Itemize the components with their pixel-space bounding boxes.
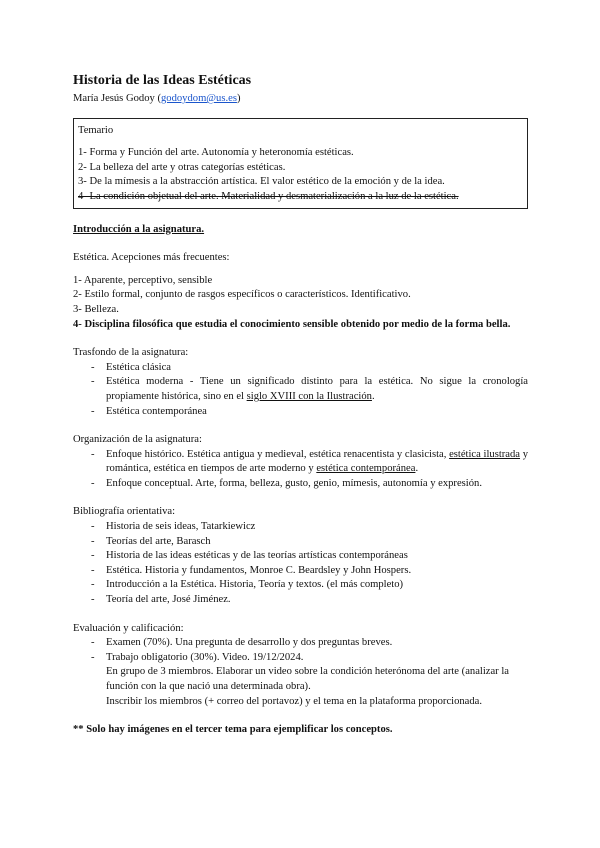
- images-note: ** Solo hay imágenes en el tercer tema para ejemplificar los conceptos.: [73, 724, 393, 736]
- acepcion-item: 2- Estilo formal, conjunto de rasgos específicos o característicos. Identificativo.: [73, 289, 411, 301]
- evaluacion-list: [73, 636, 528, 665]
- list-item: - Estética. Historia y fundamentos, Monroe C. Beardsley y John Hospers.: [73, 564, 528, 579]
- author-email-link[interactable]: godoydom@us.es: [160, 93, 237, 104]
- temario-label: Temario: [78, 124, 114, 136]
- author-line: María Jesús Godoy (godoydom@us.es): [73, 93, 241, 104]
- list-item: - Estética contemporánea: [73, 405, 528, 420]
- trasfondo-label: Trasfondo de la asignatura:: [73, 347, 189, 359]
- acepcion-item-bold: 4- Disciplina filosófica que estudia el conocimiento sensible obtenido por medio de la forma bella.: [73, 318, 511, 330]
- list-item: - Estética clásica: [73, 361, 528, 376]
- document-title: Historia de las Ideas Estéticas: [73, 73, 252, 88]
- temario-item: 1- Forma y Función del arte. Autonomía y heteronomía estéticas.: [78, 147, 354, 159]
- list-item: - Trabajo obligatorio (30%). Video. 19/12/2024.: [73, 651, 528, 666]
- temario-item: 3- De la mímesis a la abstracción artística. El valor estético de la emoción y de la idea.: [78, 176, 445, 188]
- author-name: María Jesús Godoy (: [73, 93, 161, 104]
- temario-box: [73, 118, 528, 209]
- list-item: - Teorías del arte, Barasch: [73, 535, 528, 550]
- acepcion-item: 3- Belleza.: [73, 303, 119, 315]
- list-item: - Historia de seis ideas, Tatarkiewicz: [73, 520, 528, 535]
- list-item: - Introducción a la Estética. Historia, Teoría y textos. (el más completo): [73, 578, 528, 593]
- bibliografia-list: [73, 520, 528, 608]
- list-item: - Enfoque histórico. Estética antigua y medieval, estética renacentista y clasicista, estética ilustrada y romántica, estética en tiempos de arte moderno y estética contemporánea.: [73, 448, 528, 477]
- list-item: - Examen (70%). Una pregunta de desarrollo y dos preguntas breves.: [73, 636, 528, 651]
- siglo-xviii-link: siglo XVIII con la Ilustración: [246, 390, 372, 402]
- intro-heading: Introducción a la asignatura.: [73, 223, 205, 235]
- temario-item: 2- La belleza del arte y otras categorías estéticas.: [78, 161, 286, 173]
- trasfondo-list: [73, 361, 528, 419]
- list-item: - Estética moderna - Tiene un significado distinto para la estética. No sigue la cronología propiamente histórica, sino en el siglo XVIII con la Ilustración.: [73, 375, 528, 404]
- bibliografia-label: Bibliografía orientativa:: [73, 506, 176, 518]
- acepcion-item: 1- Aparente, perceptivo, sensible: [73, 274, 213, 286]
- list-item: - Enfoque conceptual. Arte, forma, belleza, gusto, genio, mímesis, autonomía y expresión.: [73, 477, 528, 492]
- organizacion-label: Organización de la asignatura:: [73, 434, 202, 446]
- temario-item-struck: 4- La condición objetual del arte. Materialidad y desmaterialización a la luz de la estética.: [78, 190, 459, 202]
- evaluacion-detail: Inscribir los miembros (+ correo del portavoz) y el tema en la plataforma proporcionada.: [106, 695, 483, 707]
- list-item: - Teoría del arte, José Jiménez.: [73, 593, 528, 608]
- evaluacion-detail: En grupo de 3 miembros. Elaborar un video sobre la condición heterónoma del arte (analizar la función con la que nació una determinada obra).: [106, 666, 510, 692]
- document-page: [73, 72, 528, 738]
- acepciones-label: Estética. Acepciones más frecuentes:: [73, 252, 230, 264]
- evaluacion-label: Evaluación y calificación:: [73, 622, 184, 634]
- organizacion-list: [73, 448, 528, 492]
- list-item: - Historia de las ideas estéticas y de las teorías artísticas contemporáneas: [73, 549, 528, 564]
